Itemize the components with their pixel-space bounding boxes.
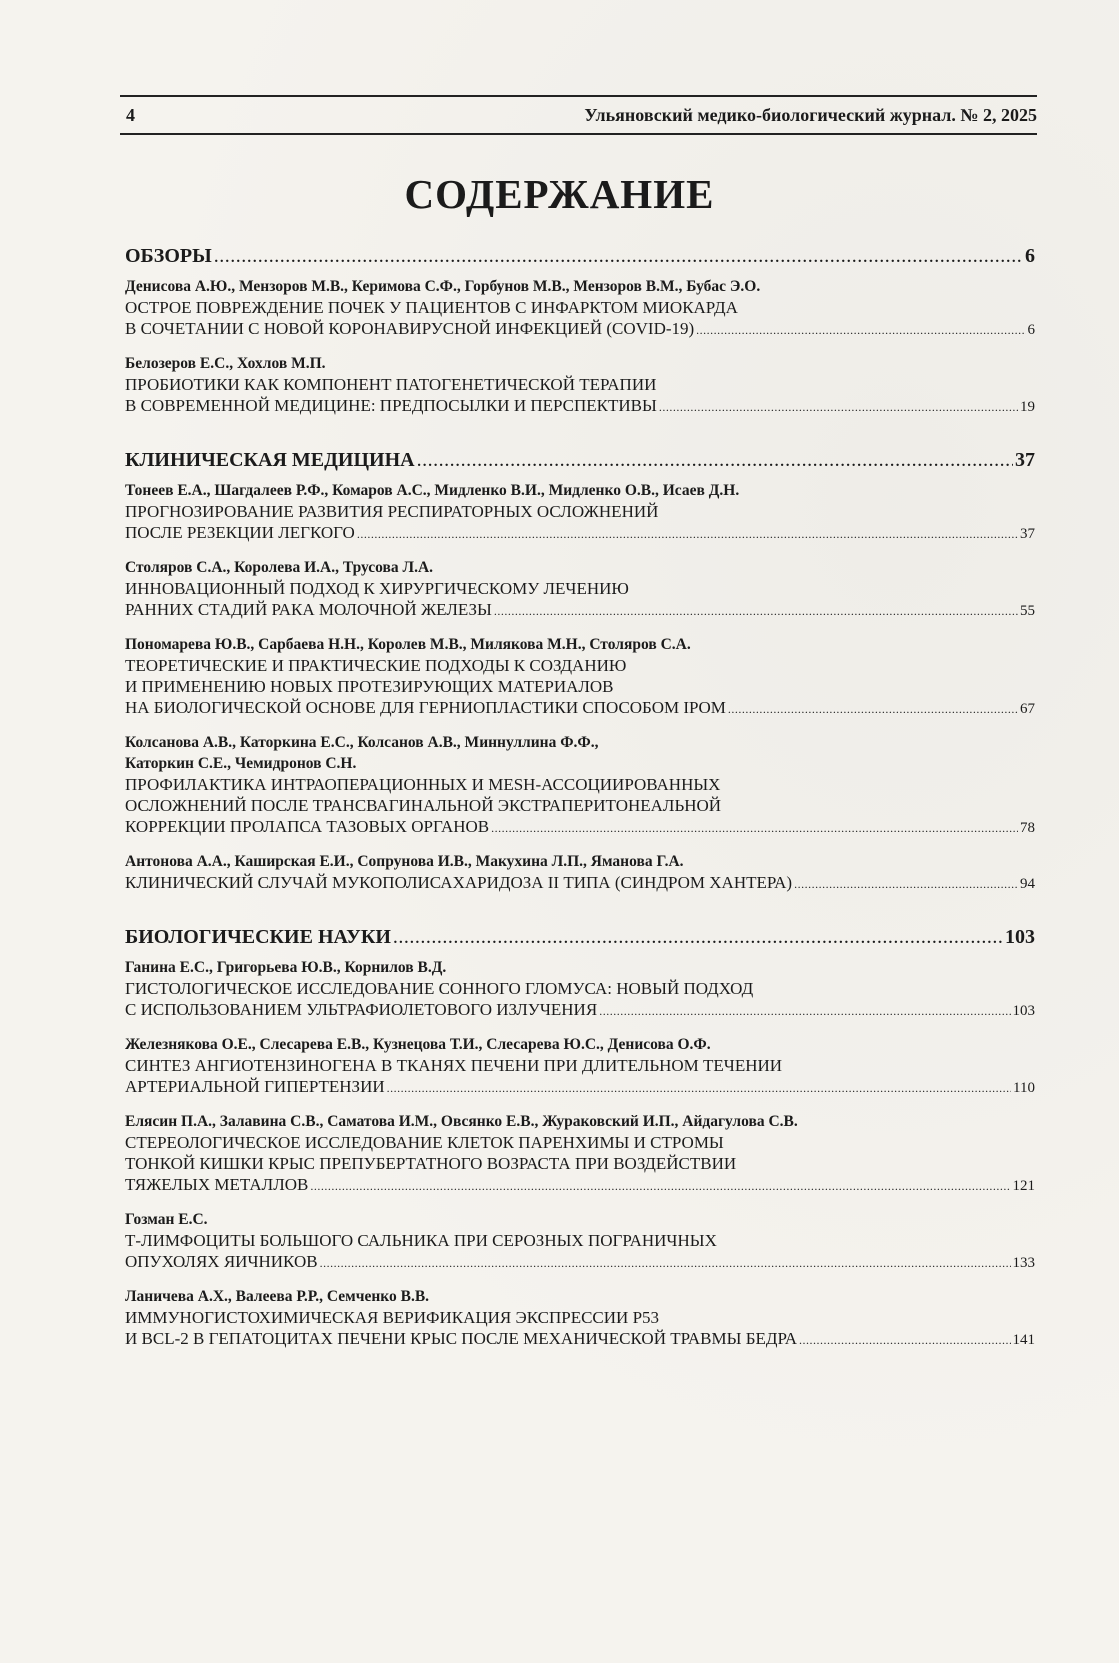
section-heading[interactable] [125,244,1035,268]
entry-page-number: 19 [1020,399,1035,415]
section-spacer [125,895,1035,925]
entry-title-last-line [125,522,1035,545]
entry-title-last-line [125,1328,1035,1351]
dot-leader [214,244,1023,268]
entry-authors: Колсанова А.В., Каторкина Е.С., Колсанов А.В., Миннуллина Ф.Ф., [125,734,599,751]
entry-title-last-line [125,697,1035,720]
entry-page-number: 78 [1020,820,1035,836]
dot-leader [799,1328,1010,1351]
entry-authors: Денисова А.Ю., Мензоров М.В., Керимова С.Ф., Горбунов М.В., Мензоров В.М., Бубас Э.О. [125,278,761,295]
entry-authors: Антонова А.А., Каширская Е.И., Сопрунова И.В., Макухина Л.П., Яманова Г.А. [125,853,684,870]
toc-entry[interactable] [125,1286,1035,1351]
entry-title-last-line [125,816,1035,839]
entry-title-line: Т-ЛИМФОЦИТЫ БОЛЬШОГО САЛЬНИКА ПРИ СЕРОЗНЫХ ПОГРАНИЧНЫХ [125,1231,717,1250]
section-spacer [125,418,1035,448]
toc-entry[interactable] [125,851,1035,895]
entry-title-text: ТЯЖЕЛЫХ МЕТАЛЛОВ [125,1175,309,1194]
entry-authors: Тонеев Е.А., Шагдалеев Р.Ф., Комаров А.С., Мидленко В.И., Мидленко О.В., Исаев Д.Н. [125,482,740,499]
dot-leader [728,697,1018,720]
entry-title-line: ИННОВАЦИОННЫЙ ПОДХОД К ХИРУРГИЧЕСКОМУ ЛЕЧЕНИЮ [125,579,629,598]
entry-title-last-line [125,1076,1035,1099]
entry-authors: Ганина Е.С., Григорьева Ю.В., Корнилов В.Д. [125,959,447,976]
entry-title-text: В СОЧЕТАНИИ С НОВОЙ КОРОНАВИРУСНОЙ ИНФЕКЦИЕЙ (COVID-19) [125,319,695,338]
entry-title-last-line [125,1174,1035,1197]
dot-leader [393,925,1003,949]
section-page-number: 103 [1005,926,1035,948]
entry-title-line: ТЕОРЕТИЧЕСКИЕ И ПРАКТИЧЕСКИЕ ПОДХОДЫ К СОЗДАНИЮ [125,656,627,675]
entry-title-last-line [125,872,1035,895]
dot-leader [357,522,1018,545]
entry-authors: Белозеров Е.С., Хохлов М.П. [125,355,326,372]
entry-title-line: И ПРИМЕНЕНИЮ НОВЫХ ПРОТЕЗИРУЮЩИХ МАТЕРИАЛОВ [125,677,614,696]
toc-entry[interactable] [125,557,1035,622]
entry-title-text: КЛИНИЧЕСКИЙ СЛУЧАЙ МУКОПОЛИСАХАРИДОЗА II ТИПА (СИНДРОМ ХАНТЕРА) [125,873,793,892]
entry-title-last-line [125,1251,1035,1274]
entry-title-line: СИНТЕЗ АНГИОТЕНЗИНОГЕНА В ТКАНЯХ ПЕЧЕНИ ПРИ ДЛИТЕЛЬНОМ ТЕЧЕНИИ [125,1056,783,1075]
entry-title-text: ОПУХОЛЯХ ЯИЧНИКОВ [125,1252,318,1271]
entry-title-line: ПРОГНОЗИРОВАНИЕ РАЗВИТИЯ РЕСПИРАТОРНЫХ ОСЛОЖНЕНИЙ [125,502,659,521]
entry-title-text: ПОСЛЕ РЕЗЕКЦИИ ЛЕГКОГО [125,523,355,542]
toc-entry[interactable] [125,276,1035,341]
running-header [120,95,1037,135]
dot-leader [387,1076,1011,1099]
dot-leader [320,1251,1011,1274]
dot-leader [417,448,1013,472]
toc-entry[interactable] [125,1034,1035,1099]
entry-authors: Столяров С.А., Королева И.А., Трусова Л.А. [125,559,434,576]
entry-authors: Железнякова О.Е., Слесарева Е.В., Кузнецова Т.И., Слесарева Ю.С., Денисова О.Ф. [125,1036,711,1053]
entry-page-number: 121 [1012,1178,1035,1194]
dot-leader [310,1174,1010,1197]
page-title: СОДЕРЖАНИЕ [404,171,715,217]
entry-title-line: ИММУНОГИСТОХИМИЧЕСКАЯ ВЕРИФИКАЦИЯ ЭКСПРЕССИИ P53 [125,1308,660,1327]
entry-authors: Елясин П.А., Залавина С.В., Саматова И.М., Овсянко Е.В., Жураковский И.П., Айдагулова С.В. [125,1113,798,1130]
toc-entry[interactable] [125,480,1035,545]
toc-entry[interactable] [125,1111,1035,1197]
entry-title-last-line [125,318,1035,341]
dot-leader [494,599,1018,622]
dot-leader [491,816,1018,839]
entry-title-line: ПРОБИОТИКИ КАК КОМПОНЕНТ ПАТОГЕНЕТИЧЕСКОЙ ТЕРАПИИ [125,375,657,394]
entry-title-text: РАННИХ СТАДИЙ РАКА МОЛОЧНОЙ ЖЕЛЕЗЫ [125,600,492,619]
dot-leader [659,395,1018,418]
entry-page-number: 37 [1020,526,1035,542]
entry-page-number: 55 [1020,603,1035,619]
entry-title-text: НА БИОЛОГИЧЕСКОЙ ОСНОВЕ ДЛЯ ГЕРНИОПЛАСТИКИ СПОСОБОМ IPOM [125,698,726,717]
section-heading[interactable] [125,448,1035,472]
entry-page-number: 133 [1012,1255,1035,1271]
section-page-number: 6 [1025,245,1035,267]
entry-title-line: СТЕРЕОЛОГИЧЕСКОЕ ИССЛЕДОВАНИЕ КЛЕТОК ПАРЕНХИМЫ И СТРОМЫ [125,1133,724,1152]
entry-title-text: В СОВРЕМЕННОЙ МЕДИЦИНЕ: ПРЕДПОСЫЛКИ И ПЕРСПЕКТИВЫ [125,396,657,415]
section-name: БИОЛОГИЧЕСКИЕ НАУКИ [125,926,391,948]
toc-entry[interactable] [125,957,1035,1022]
entry-page-number: 6 [1027,322,1035,338]
toc-entry[interactable] [125,353,1035,418]
dot-leader [794,872,1018,895]
entry-authors: Ланичева А.Х., Валеева Р.Р., Семченко В.В. [125,1288,430,1305]
entry-title-text: С ИСПОЛЬЗОВАНИЕМ УЛЬТРАФИОЛЕТОВОГО ИЗЛУЧЕНИЯ [125,1000,598,1019]
entry-title-text: АРТЕРИАЛЬНОЙ ГИПЕРТЕНЗИИ [125,1077,385,1096]
entry-title-last-line [125,999,1035,1022]
entry-page-number: 67 [1020,701,1035,717]
entry-title-line: ПРОФИЛАКТИКА ИНТРАОПЕРАЦИОННЫХ И MESH-АССОЦИИРОВАННЫХ [125,775,721,794]
section-name: КЛИНИЧЕСКАЯ МЕДИЦИНА [125,449,415,471]
entry-title-text: КОРРЕКЦИИ ПРОЛАПСА ТАЗОВЫХ ОРГАНОВ [125,817,490,836]
entry-title-last-line [125,395,1035,418]
entry-title-line: ОСЛОЖНЕНИЙ ПОСЛЕ ТРАНСВАГИНАЛЬНОЙ ЭКСТРАПЕРИТОНЕАЛЬНОЙ [125,796,722,815]
toc-entry[interactable] [125,1209,1035,1274]
entry-title-line: ТОНКОЙ КИШКИ КРЫС ПРЕПУБЕРТАТНОГО ВОЗРАСТА ПРИ ВОЗДЕЙСТВИИ [125,1154,737,1173]
entry-title-last-line [125,599,1035,622]
section-page-number: 37 [1015,449,1035,471]
entry-authors: Каторкин С.Е., Чемидронов С.Н. [125,755,357,772]
entry-page-number: 103 [1012,1003,1035,1019]
entry-title-line: ГИСТОЛОГИЧЕСКОЕ ИССЛЕДОВАНИЕ СОННОГО ГЛОМУСА: НОВЫЙ ПОДХОД [125,979,754,998]
entry-authors: Пономарева Ю.В., Сарбаева Н.Н., Королев М.В., Милякова М.Н., Столяров С.А. [125,636,691,653]
toc-entry[interactable] [125,634,1035,720]
entry-authors: Гозман Е.С. [125,1211,208,1228]
dot-leader [599,999,1010,1022]
entry-title-text: И BCL-2 В ГЕПАТОЦИТАХ ПЕЧЕНИ КРЫС ПОСЛЕ МЕХАНИЧЕСКОЙ ТРАВМЫ БЕДРА [125,1329,798,1348]
entry-title-line: ОСТРОЕ ПОВРЕЖДЕНИЕ ПОЧЕК У ПАЦИЕНТОВ С ИНФАРКТОМ МИОКАРДА [125,298,738,317]
journal-title: Ульяновский медико-биологический журнал. № 2, 2025 [584,104,1037,125]
table-of-contents [125,244,1035,1351]
entry-page-number: 94 [1020,876,1035,892]
page-number: 4 [126,104,135,125]
toc-entry[interactable] [125,732,1035,839]
section-heading[interactable] [125,925,1035,949]
dot-leader [696,318,1025,341]
entry-page-number: 110 [1013,1080,1035,1096]
section-name: ОБЗОРЫ [125,245,212,267]
entry-page-number: 141 [1012,1332,1035,1348]
